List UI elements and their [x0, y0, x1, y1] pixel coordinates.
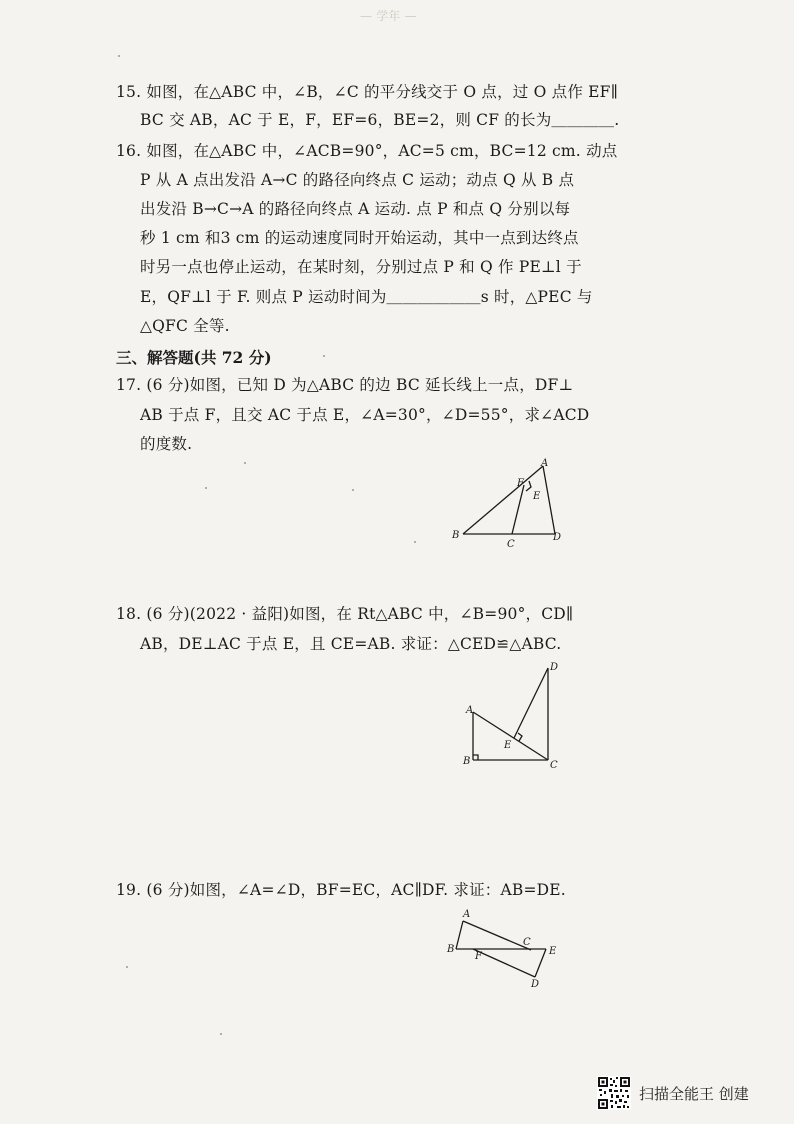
- scan-speck: [352, 489, 354, 491]
- q18-figure: [460, 660, 570, 772]
- q17-label-b: B: [452, 530, 460, 541]
- q17-line-2: AB 于点 F，且交 AC 于点 E，∠A=30°，∠D=55°，求∠ACD: [140, 406, 590, 424]
- scan-speck: [244, 462, 246, 464]
- q19-label-f: F: [475, 951, 482, 962]
- q17-label-a: A: [541, 458, 549, 469]
- q16-line-5: 时另一点也停止运动，在某时刻，分别过点 P 和 Q 作 PE⊥l 于: [140, 258, 582, 276]
- q18-label-c: C: [550, 760, 558, 771]
- q18-line-2: AB，DE⊥AC 于点 E，且 CE=AB. 求证：△CED≌△ABC.: [140, 635, 562, 653]
- q19-figure: [443, 905, 568, 990]
- q16-line-3: 出发沿 B→C→A 的路径向终点 A 运动. 点 P 和点 Q 分别以每: [140, 200, 571, 218]
- scan-speck: [414, 541, 416, 543]
- q18-label-d: D: [550, 662, 559, 673]
- scanner-watermark-text: 扫描全能王 创建: [639, 1084, 749, 1103]
- q17-label-c: C: [507, 539, 515, 550]
- faint-header-text: — 学年 —: [360, 9, 417, 23]
- q19-label-d: D: [531, 979, 540, 990]
- q15-line-1: 15. 如图，在△ABC 中，∠B，∠C 的平分线交于 O 点，过 O 点作 EF∥: [116, 83, 618, 101]
- q17-label-e: E: [533, 491, 541, 502]
- q16-line-1: 16. 如图，在△ABC 中，∠ACB=90°，AC=5 cm，BC=12 cm. 动点: [116, 142, 618, 160]
- q17-label-f: F: [517, 478, 524, 489]
- q17-figure: [445, 458, 575, 553]
- q17-line-3: 的度数.: [140, 435, 193, 453]
- q18-line-1: 18. (6 分)(2022 · 益阳)如图，在 Rt△ABC 中，∠B=90°，CD∥: [116, 605, 574, 623]
- q19-label-a: A: [463, 909, 471, 920]
- q16-line-7: △QFC 全等.: [140, 317, 230, 335]
- q18-label-e: E: [504, 740, 512, 751]
- q19-line-1: 19. (6 分)如图，∠A=∠D，BF=EC，AC∥DF. 求证：AB=DE.: [116, 881, 566, 899]
- q18-label-a: A: [466, 705, 474, 716]
- q16-line-2: P 从 A 点出发沿 A→C 的路径向终点 C 运动；动点 Q 从 B 点: [140, 171, 575, 189]
- section-title: 三、解答题(共 72 分): [116, 348, 272, 367]
- q16-line-6: E，QF⊥l 于 F. 则点 P 运动时间为＿＿＿＿＿＿s 时，△PEC 与: [140, 288, 593, 306]
- scan-speck: [205, 487, 207, 489]
- q17-label-d: D: [553, 532, 562, 543]
- scanner-watermark: [597, 1076, 749, 1110]
- q18-label-b: B: [463, 756, 471, 767]
- scan-speck: [220, 1033, 222, 1035]
- scan-speck: [323, 355, 325, 357]
- q17-line-1: 17. (6 分)如图，已知 D 为△ABC 的边 BC 延长线上一点，DF⊥: [116, 376, 574, 394]
- scan-speck: [126, 966, 128, 968]
- q19-label-c: C: [523, 937, 531, 948]
- qr-code-icon: [597, 1076, 631, 1110]
- q16-line-4: 秒 1 cm 和3 cm 的运动速度同时开始运动，其中一点到达终点: [140, 229, 579, 247]
- q19-label-e: E: [549, 946, 557, 957]
- q15-line-2: BC 交 AB，AC 于 E，F，EF=6，BE=2，则 CF 的长为＿＿＿＿.: [140, 111, 620, 129]
- q19-label-b: B: [447, 944, 455, 955]
- scan-speck: [118, 55, 120, 57]
